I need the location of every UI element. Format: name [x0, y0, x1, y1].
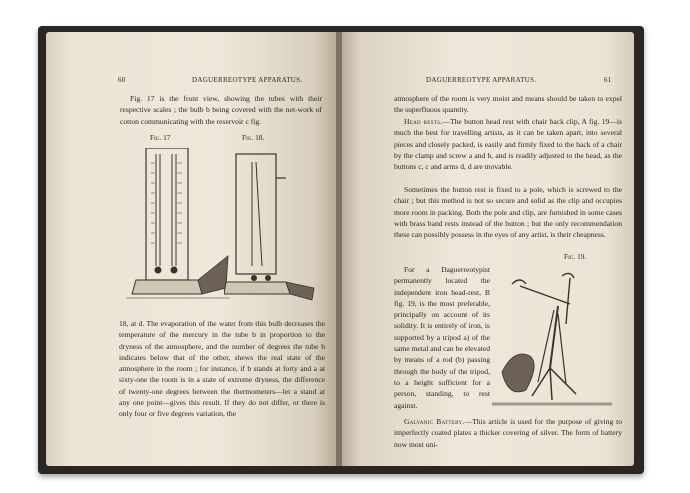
head-rests-paragraph — [394, 116, 622, 172]
fig18-illustration — [224, 148, 320, 308]
head-rests-label: Head rests. — [404, 117, 443, 126]
right-paragraph-4: For a Daguerreotypist permanently located the independent iron head-rest, B fig. 19, is the most preferable, principally on account of its solidity. It is entirely of iron, is supported by a tripod a) of the same metal and can be elevated by means of a rod (b) passing through the body of the tripod, to a height sufficient for a person, standing, to rest against. — [394, 265, 490, 410]
galvanic-battery-paragraph — [394, 416, 622, 450]
galvanic-battery-text: —This article is used for the purpose of giving to imperfectly coated plates a thicker covering of silver. The form of battery now most uni- — [394, 417, 622, 449]
galvanic-battery-label: Galvanic Battery. — [404, 417, 465, 426]
left-intro-paragraph: Fig. 17 is the front view, showing the tubes with their respective scales ; the bulb b being covered with the net-work of cotton communicating with the reservoir c fig. — [120, 94, 322, 126]
right-paragraph-1: atmosphere of the room is very moist and means should be taken to expel the superfluous quantity. — [394, 94, 622, 115]
fig19-caption: Fig. 19. — [564, 252, 587, 261]
left-body-paragraph: 18, at d. The evaporation of the water from this bulb decreases the temperature of the mercury in the tube b in proportion to the dryness of the atmosphere, and the number of degrees the tube b indicates below that of the other, shews the real state of the atmosphere in the room ; for instance, if b stands at forty and a at sixty-one the room is in a state of extreme dryness, the difference of twenty-one degrees between the thermometers—let a stand at any one point—gives this result. If they do not differ, or there is only four or five degrees variation, the — [119, 319, 325, 419]
left-page-number: 60 — [118, 76, 126, 84]
open-book — [38, 26, 644, 474]
left-page — [46, 32, 336, 466]
fig17-illustration — [126, 148, 236, 308]
head-rests-text: —The button head rest with chair back clip, A fig. 19—is much the best for travelling artists, as it can be taken apart, into several pieces and closely packed, is easily and firmly fixed to the back of a chair by the clamp and screw a and b, and is readily adjusted to the head, as the buttons c, c and arms d, d are movable. — [394, 117, 622, 172]
right-page-number: 61 — [604, 76, 612, 84]
right-running-head: DAGUERREOTYPE APPARATUS. — [426, 76, 537, 84]
fig18-caption: Fig. 18. — [242, 133, 265, 142]
fig19-illustration — [492, 264, 624, 412]
left-running-head: DAGUERREOTYPE APPARATUS. — [192, 76, 303, 84]
fig17-caption: Fig. 17 — [150, 133, 171, 142]
right-page — [342, 32, 634, 466]
right-paragraph-3: Sometimes the button rest is fixed to a pole, which is screwed to the chair ; but this method is not so secure and solid as the clip and occupies more room in packing. Both the pole and clip, are furnished in some cases with brass band rests instead of the button ; but the only recommendation these can possibly possess in the eyes of any artist, is their cheapness. — [394, 185, 622, 240]
